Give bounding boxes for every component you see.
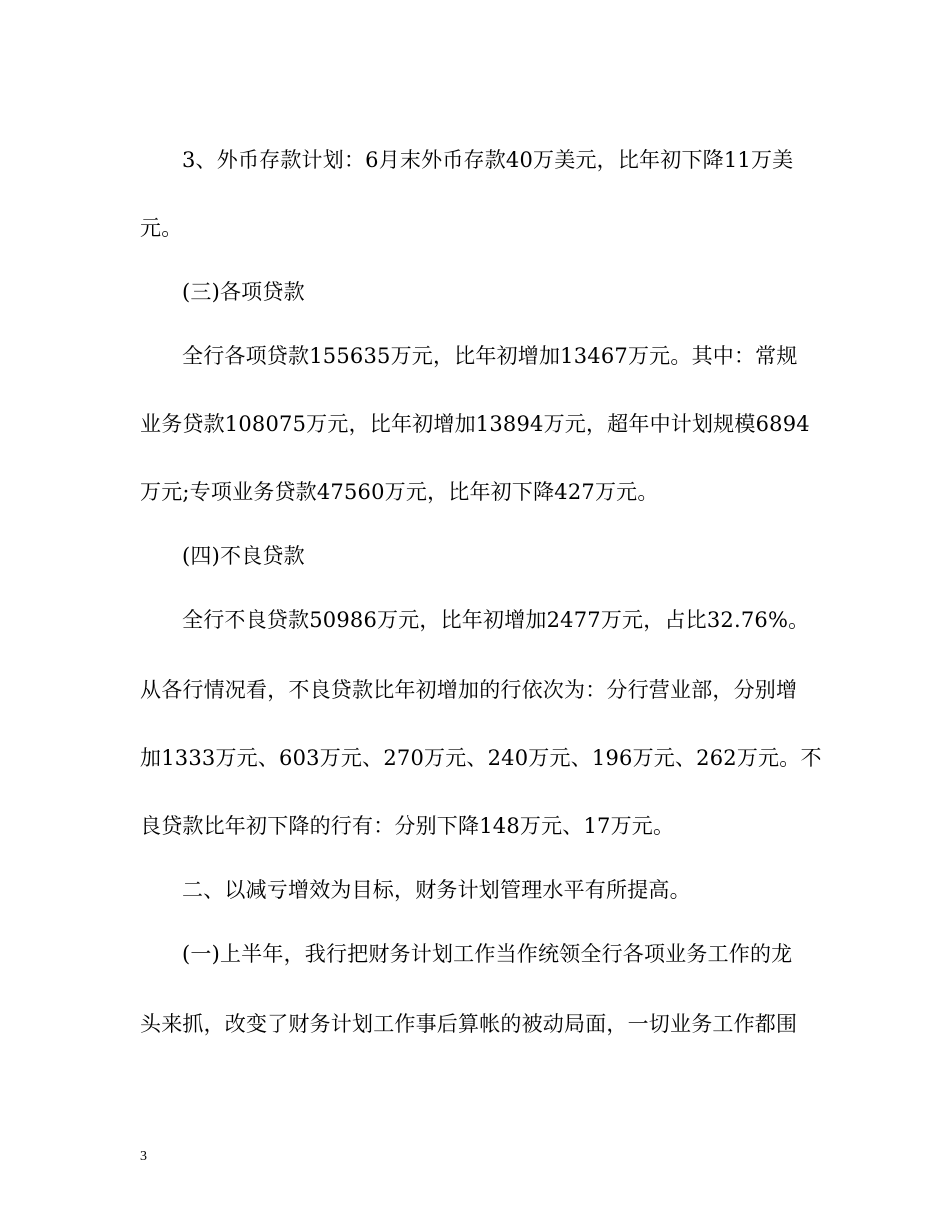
paragraph-line: 头来抓，改变了财务计划工作事后算帐的被动局面，一切业务工作都围 [140, 1012, 798, 1036]
section-heading: 二、以减亏增效为目标，财务计划管理水平有所提高。 [182, 878, 691, 902]
paragraph-line: 万元;专项业务贷款47560万元，比年初下降427万元。 [140, 480, 659, 504]
paragraph-line: (一)上半年，我行把财务计划工作当作统领全行各项业务工作的龙 [182, 942, 793, 966]
paragraph-line: 3、外币存款计划：6月末外币存款40万美元，比年初下降11万美 [182, 148, 794, 172]
page-number: 3 [140, 1149, 147, 1164]
paragraph-line: 元。 [140, 216, 183, 240]
paragraph-line: 加1333万元、603万元、270万元、240万元、196万元、262万元。不 [140, 746, 822, 770]
paragraph-line: 业务贷款108075万元，比年初增加13894万元，超年中计划规模6894 [140, 412, 810, 436]
paragraph-line: 全行不良贷款50986万元，比年初增加2477万元，占比32.76%。 [182, 608, 810, 632]
section-heading: (三)各项贷款 [182, 280, 305, 304]
paragraph-line: 全行各项贷款155635万元，比年初增加13467万元。其中：常规 [182, 344, 798, 368]
paragraph-line: 良贷款比年初下降的行有：分别下降148万元、17万元。 [140, 814, 675, 838]
section-heading: (四)不良贷款 [182, 544, 305, 568]
paragraph-line: 从各行情况看，不良贷款比年初增加的行依次为：分行营业部，分别增 [140, 678, 798, 702]
